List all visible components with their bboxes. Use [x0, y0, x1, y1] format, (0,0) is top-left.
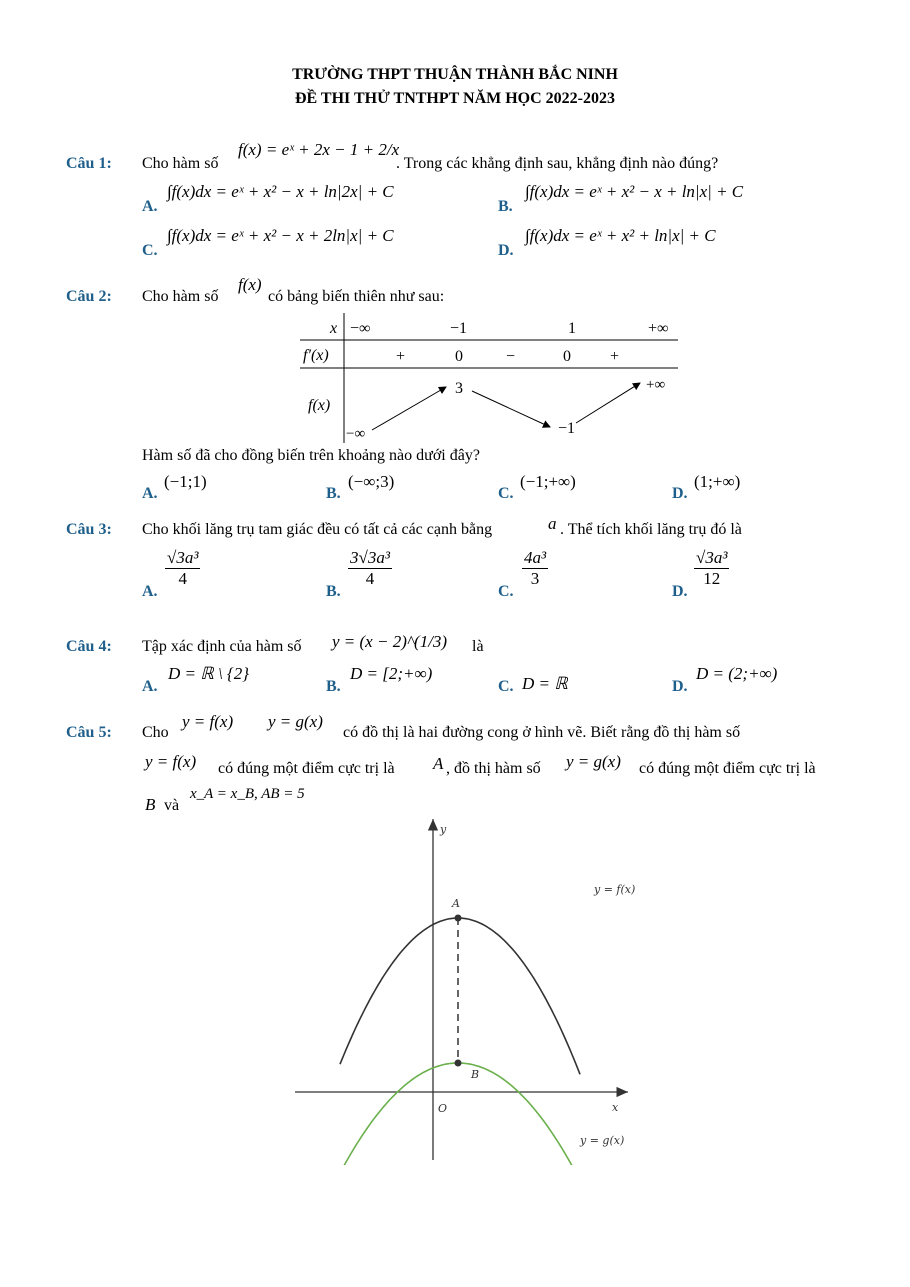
point-b: [455, 1060, 462, 1067]
table-f-0: −∞: [346, 426, 366, 442]
q3-option-d-label[interactable]: D.: [672, 583, 688, 600]
q5-line2-mid: có đúng một điểm cực trị là: [218, 760, 395, 777]
q5-line2-g: y = g(x): [566, 752, 621, 771]
table-arrow-up-1: [372, 387, 446, 430]
q1-option-c[interactable]: ∫f(x)dx = eˣ + x² − x + 2ln|x| + C: [167, 226, 394, 245]
q1-option-a-label[interactable]: A.: [142, 198, 158, 215]
table-fprime-label: f′(x): [303, 347, 329, 364]
q3-text-pre: Cho khối lăng trụ tam giác đều có tất cả các cạnh bằng: [142, 521, 493, 538]
q3-c-denominator: 3: [530, 569, 540, 588]
table-x-2: 1: [568, 320, 576, 337]
q5-line3-va: và: [164, 797, 180, 814]
q3-b-denominator: 4: [365, 569, 375, 588]
table-arrow-up-2: [576, 383, 640, 423]
q4-option-d-label[interactable]: D.: [672, 678, 688, 695]
table-x-1: −1: [450, 320, 468, 337]
table-sign-0: +: [396, 348, 406, 365]
q1-number: Câu 1:: [66, 155, 112, 172]
q3-c-numerator: 4a³: [524, 548, 547, 567]
q3-b-numerator: 3√3a³: [350, 548, 390, 567]
q2-number: Câu 2:: [66, 288, 112, 305]
q1-post: . Trong các khẳng định sau, khẳng định nào đúng?: [396, 155, 719, 172]
q2-post: có bảng biến thiên như sau:: [268, 288, 445, 305]
q2-option-a-label[interactable]: A.: [142, 485, 158, 502]
variation-table: [300, 313, 680, 443]
point-a: [455, 915, 462, 922]
q3-option-d[interactable]: [694, 548, 729, 589]
point-b-label: B: [471, 1068, 480, 1081]
table-f-3: +∞: [646, 377, 666, 393]
q2-option-d[interactable]: (1;+∞): [694, 472, 741, 491]
q1-option-b-label[interactable]: B.: [498, 198, 513, 215]
q4-option-b-label[interactable]: B.: [326, 678, 341, 695]
point-a-label: A: [452, 897, 460, 910]
q2-option-b[interactable]: (−∞;3): [348, 472, 395, 491]
q3-option-b[interactable]: [348, 548, 392, 589]
table-f-1: 3: [455, 380, 463, 397]
q2-option-d-label[interactable]: D.: [672, 485, 688, 502]
q2-function: f(x): [238, 275, 262, 294]
q5-line3-b: B: [145, 795, 156, 814]
q2-option-c[interactable]: (−1;+∞): [520, 472, 576, 491]
q4-option-c[interactable]: D = ℝ: [522, 674, 568, 693]
q2-option-b-label[interactable]: B.: [326, 485, 341, 502]
curve-g-label: y = g(x): [580, 1134, 625, 1147]
q4-post: là: [472, 638, 484, 655]
q3-option-c[interactable]: [522, 548, 548, 589]
origin-label: O: [438, 1102, 448, 1115]
q2-pre: Cho hàm số: [142, 288, 219, 305]
q1-option-d[interactable]: ∫f(x)dx = eˣ + x² + ln|x| + C: [525, 226, 716, 245]
q3-text-post: . Thể tích khối lăng trụ đó là: [560, 521, 742, 538]
q2-option-a[interactable]: (−1;1): [164, 472, 207, 491]
q5-line3-condition: x_A = x_B, AB = 5: [190, 786, 305, 802]
q3-d-numerator: √3a³: [696, 548, 728, 567]
q1-option-d-label[interactable]: D.: [498, 242, 514, 259]
q4-option-b[interactable]: D = [2;+∞): [350, 664, 433, 683]
x-axis-label: x: [612, 1101, 619, 1114]
exam-title: ĐỀ THI THỬ TNTHPT NĂM HỌC 2022-2023: [294, 90, 616, 107]
q5-line2-post: có đúng một điểm cực trị là: [639, 760, 816, 777]
q1-option-b[interactable]: ∫f(x)dx = eˣ + x² − x + ln|x| + C: [525, 182, 744, 201]
table-f-2: −1: [558, 420, 576, 437]
q3-a-numerator: √3a³: [167, 548, 199, 567]
q3-variable: a: [548, 514, 557, 533]
q1-function: f(x) = eˣ + 2x − 1 + 2/x: [238, 140, 400, 159]
y-axis-label: y: [440, 823, 447, 836]
q3-option-c-label[interactable]: C.: [498, 583, 514, 600]
table-x-label: x: [330, 320, 338, 337]
q5-f2: y = g(x): [268, 712, 323, 731]
q5-line2-f: y = f(x): [145, 752, 197, 771]
q5-graph: [290, 815, 670, 1165]
q3-number: Câu 3:: [66, 521, 112, 538]
q1-option-c-label[interactable]: C.: [142, 242, 158, 259]
table-x-3: +∞: [648, 320, 669, 337]
q4-option-d[interactable]: D = (2;+∞): [696, 664, 778, 683]
curve-f: [318, 1063, 598, 1165]
table-sign-2: −: [506, 348, 516, 365]
q5-f1: y = f(x): [182, 712, 234, 731]
q1-pre: Cho hàm số: [142, 155, 219, 172]
q4-function: y = (x − 2)^(1/3): [332, 632, 448, 651]
q5-line1-pre: Cho: [142, 724, 169, 741]
q3-option-b-label[interactable]: B.: [326, 583, 341, 600]
school-title: TRƯỜNG THPT THUẬN THÀNH BẮC NINH: [292, 66, 618, 83]
table-f-label: f(x): [308, 397, 331, 414]
q5-point-a: A: [433, 754, 444, 773]
q3-option-a[interactable]: [165, 548, 200, 589]
q2-option-c-label[interactable]: C.: [498, 485, 514, 502]
q4-number: Câu 4:: [66, 638, 112, 655]
q4-pre: Tập xác định của hàm số: [142, 638, 302, 655]
q3-d-denominator: 12: [703, 569, 721, 588]
q5-line1-post: có đồ thị là hai đường cong ở hình vẽ. Biết rằng đồ thị hàm số: [343, 724, 741, 741]
table-sign-1: 0: [455, 348, 463, 365]
q3-a-denominator: 4: [178, 569, 187, 588]
table-x-0: −∞: [350, 320, 371, 337]
table-sign-4: +: [610, 348, 620, 365]
q5-number: Câu 5:: [66, 724, 112, 741]
q2-question: Hàm số đã cho đồng biến trên khoảng nào dưới đây?: [142, 447, 480, 464]
q3-option-a-label[interactable]: A.: [142, 583, 158, 600]
table-sign-3: 0: [563, 348, 571, 365]
q4-option-a-label[interactable]: A.: [142, 678, 158, 695]
curve-g: [340, 918, 580, 1074]
table-arrow-down: [472, 391, 550, 427]
q4-option-a[interactable]: D = ℝ \ {2}: [168, 664, 250, 683]
q4-option-c-label[interactable]: C.: [498, 678, 514, 695]
curve-f-label: y = f(x): [594, 883, 636, 896]
q5-line2-mid2: , đồ thị hàm số: [446, 760, 541, 777]
q1-option-a[interactable]: ∫f(x)dx = eˣ + x² − x + ln|2x| + C: [167, 182, 394, 201]
